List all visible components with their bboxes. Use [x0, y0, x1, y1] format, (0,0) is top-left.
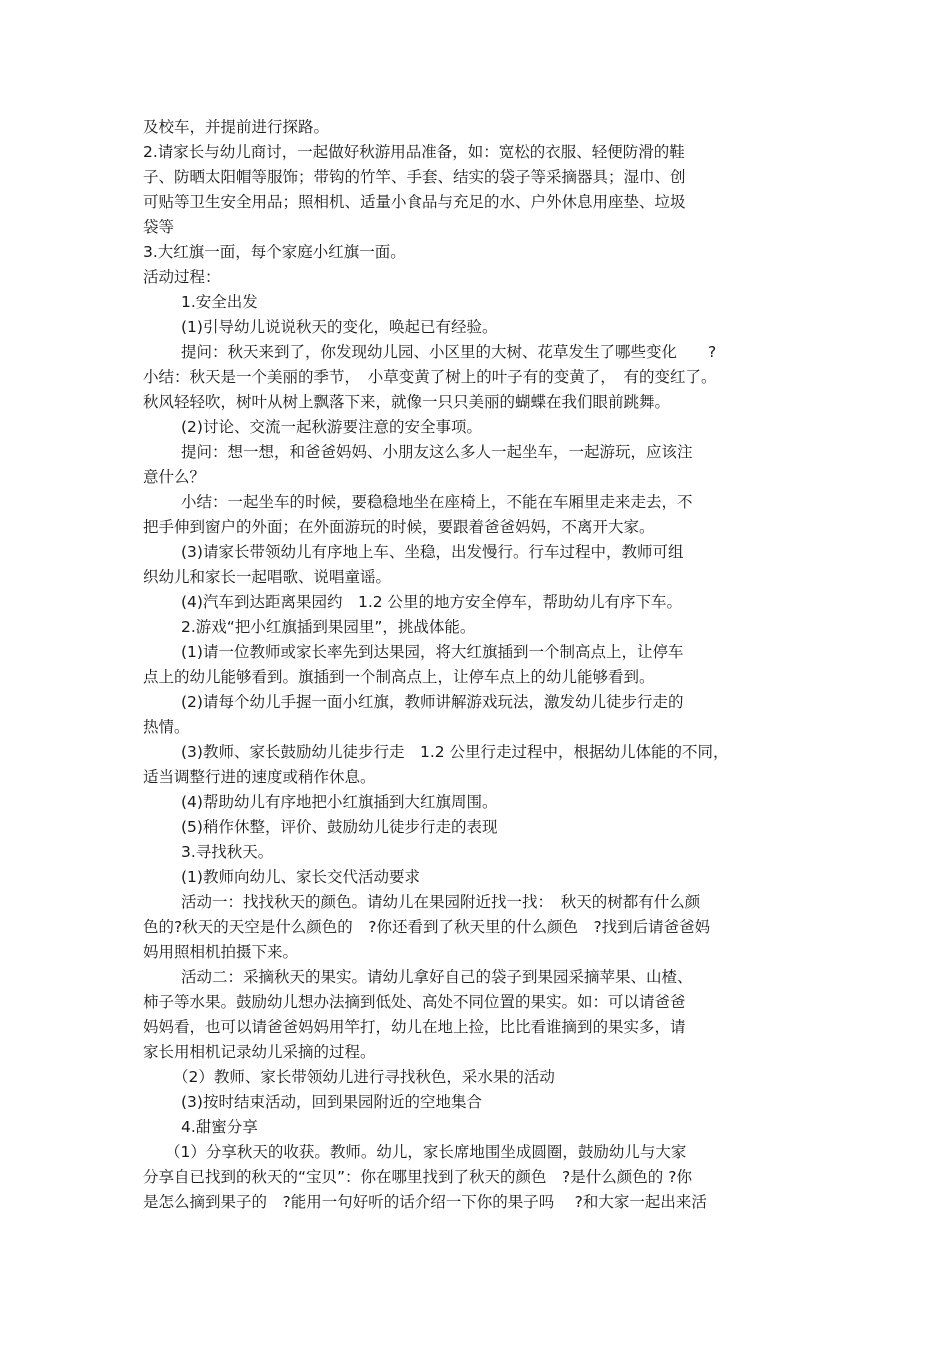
text-line: 意什么？	[143, 468, 206, 486]
text-line: 妈妈看，也可以请爸爸妈妈用竿打，幼儿在地上捡，比比看谁摘到的果实多，请	[143, 1018, 686, 1036]
text-line: 热情。	[143, 718, 190, 736]
text-line: 2.游戏“把小红旗插到果园里”，挑战体能。	[181, 618, 476, 636]
text-line: (1)教师向幼儿、家长交代活动要求	[181, 868, 420, 886]
text-line: 织幼儿和家长一起唱歌、说唱童谣。	[143, 568, 392, 586]
text-line: 子、防晒太阳帽等服饰；带钩的竹竿、手套、结实的袋子等采摘器具；湿巾、创	[143, 168, 686, 186]
text-line: 妈用照相机拍摄下来。	[143, 943, 299, 961]
text-line: 色的?秋天的天空是什么颜色的 ?你还看到了秋天里的什么颜色 ?找到后请爸爸妈	[143, 918, 711, 936]
text-line: 活动一：找找秋天的颜色。请幼儿在果园附近找一找： 秋天的树都有什么颜	[181, 893, 701, 911]
text-line: 2.请家长与幼儿商讨，一起做好秋游用品准备，如：宽松的衣服、轻便防滑的鞋	[143, 143, 685, 161]
document-body	[143, 115, 808, 1215]
text-line: 及校车，并提前进行探路。	[143, 118, 330, 136]
text-line: 活动过程：	[143, 268, 221, 286]
text-line: (4)汽车到达距离果园约 1.2 公里的地方安全停车，帮助幼儿有序下车。	[181, 593, 683, 611]
text-line: 秋风轻轻吹，树叶从树上飘落下来，就像一只只美丽的蝴蝶在我们眼前跳舞。	[143, 393, 671, 411]
text-line: 提问：想一想，和爸爸妈妈、小朋友这么多人一起坐车，一起游玩，应该注	[181, 443, 693, 461]
text-line: (4)帮助幼儿有序地把小红旗插到大红旗周围。	[181, 793, 498, 811]
text-line: 可贴等卫生安全用品；照相机、适量小食品与充足的水、户外休息用座垫、垃圾	[143, 193, 686, 211]
text-line: 是怎么摘到果子的 ?能用一句好听的话介绍一下你的果子吗 ?和大家一起出来活	[143, 1193, 707, 1211]
text-line: (3)请家长带领幼儿有序地上车、坐稳，出发慢行。行车过程中，教师可组	[181, 543, 684, 561]
text-line: 小结：秋天是一个美丽的季节， 小草变黄了树上的叶子有的变黄了， 有的变红了。	[143, 368, 717, 386]
text-line: 小结：一起坐车的时候，要稳稳地坐在座椅上，不能在车厢里走来走去，不	[181, 493, 693, 511]
text-line: (1)引导幼儿说说秋天的变化，唤起已有经验。	[181, 318, 498, 336]
text-line: 活动二：采摘秋天的果实。请幼儿拿好自己的袋子到果园采摘苹果、山楂、	[181, 968, 693, 986]
text-line: (1)请一位教师或家长率先到达果园，将大红旗插到一个制高点上，让停车	[181, 643, 684, 661]
text-line: 1.安全出发	[181, 293, 258, 311]
text-line: (5)稍作休整，评价、鼓励幼儿徒步行走的表现	[181, 818, 498, 836]
text-line: 提问：秋天来到了，你发现幼儿园、小区里的大树、花草发生了哪些变化 ?	[181, 343, 717, 361]
text-line: 3.大红旗一面，每个家庭小红旗一面。	[143, 243, 406, 261]
text-line: 点上的幼儿能够看到。旗插到一个制高点上，让停车点上的幼儿能够看到。	[143, 668, 655, 686]
text-line: 4.甜蜜分享	[181, 1118, 258, 1136]
text-line: (3)教师、家长鼓励幼儿徒步行走 1.2 公里行走过程中，根据幼儿体能的不同，	[181, 743, 729, 761]
text-line: 家长用相机记录幼儿采摘的过程。	[143, 1043, 376, 1061]
text-line: (2)讨论、交流一起秋游要注意的安全事项。	[181, 418, 482, 436]
text-line: （2）教师、家长带领幼儿进行寻找秋色，采水果的活动	[173, 1068, 555, 1086]
text-line: 柿子等水果。鼓励幼儿想办法摘到低处、高处不同位置的果实。如：可以请爸爸	[143, 993, 686, 1011]
text-line: 3.寻找秋天。	[181, 843, 274, 861]
text-line: 分享自已找到的秋天的“宝贝”：你在哪里找到了秋天的颜色 ?是什么颜色的 ?你	[143, 1168, 692, 1186]
text-line: 把手伸到窗户的外面；在外面游玩的时候，要跟着爸爸妈妈，不离开大家。	[143, 518, 655, 536]
text-line: (2)请每个幼儿手握一面小红旗，教师讲解游戏玩法，激发幼儿徒步行走的	[181, 693, 684, 711]
text-line: (3)按时结束活动，回到果园附近的空地集合	[181, 1093, 482, 1111]
text-line: （1）分享秋天的收获。教师。幼儿，家长席地围坐成圆圈，鼓励幼儿与大家	[165, 1143, 687, 1161]
text-line: 适当调整行进的速度或稍作休息。	[143, 768, 376, 786]
text-line: 袋等	[143, 218, 175, 236]
